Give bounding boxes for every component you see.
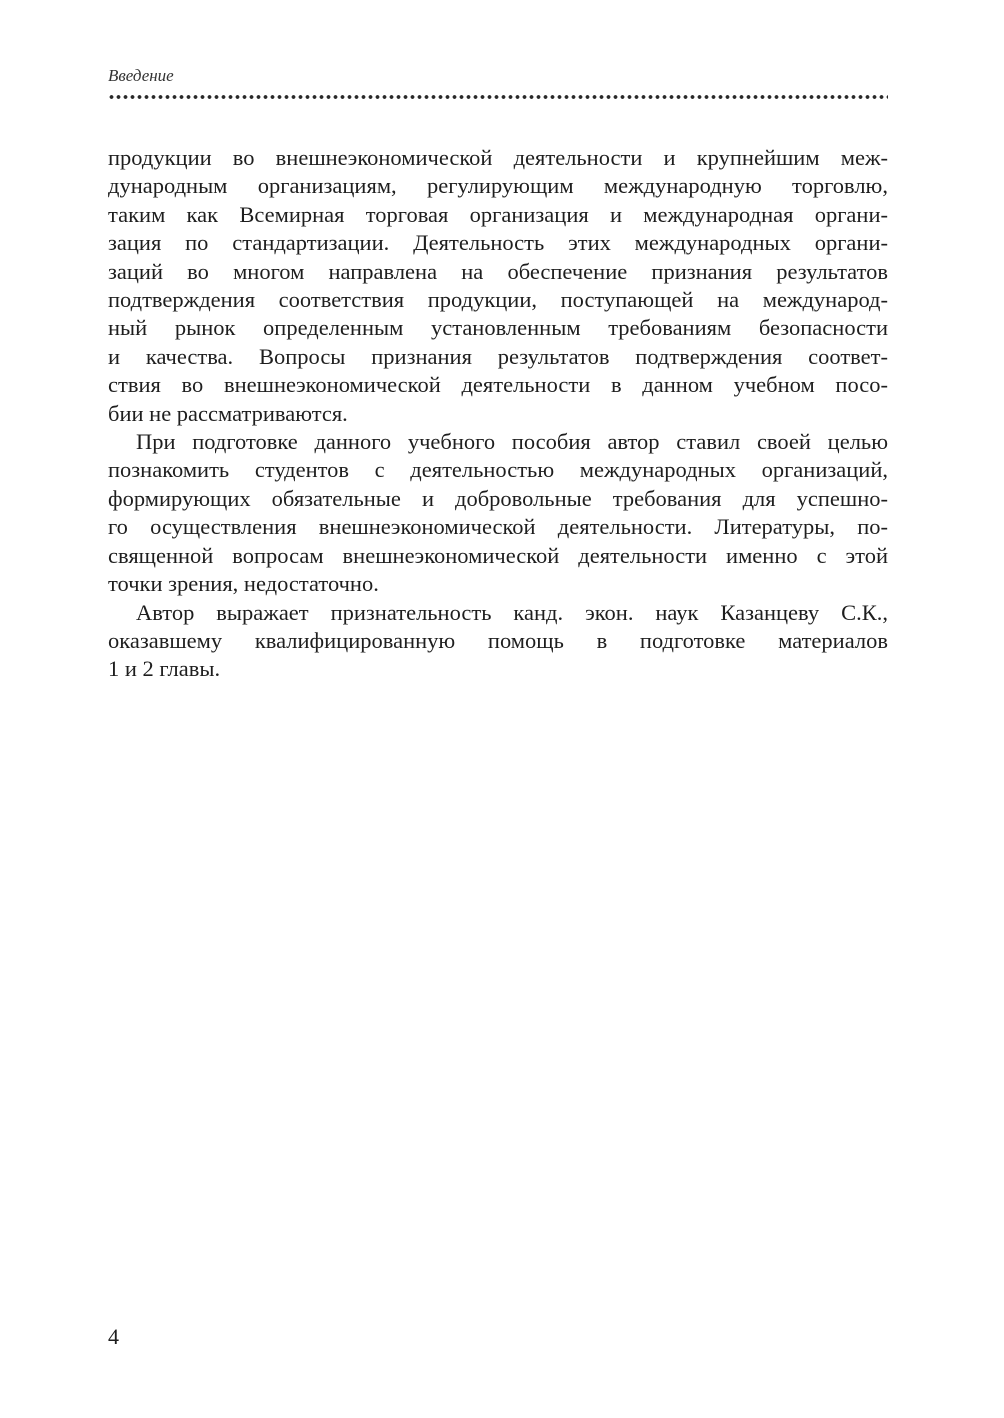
text-line: продукции во внешнеэкономической деятельности и крупнейшим меж- xyxy=(108,145,888,170)
text-line: подтверждения соответствия продукции, поступающей на международ- xyxy=(108,287,888,313)
paragraph-3 xyxy=(108,599,888,684)
text-line: точки зрения, недостаточно. xyxy=(108,571,379,597)
text-line: оказавшему квалифицированную помощь в подготовке материалов xyxy=(108,627,888,653)
running-head-title: Введение xyxy=(108,66,174,85)
text-line: го осуществления внешнеэкономической деятельности. Литературы, по- xyxy=(108,514,888,540)
text-line: и качества. Вопросы признания результатов подтверждения соответ- xyxy=(108,343,888,369)
text-line: познакомить студентов с деятельностью международных организаций, xyxy=(108,457,888,483)
text-line: ный рынок определенным установленным требованиям безопасности xyxy=(108,315,888,341)
text-line: формирующих обязательные и добровольные требования для успешно- xyxy=(108,485,888,511)
dotted-header-rule xyxy=(108,94,888,100)
text-line: заций во многом направлена на обеспечение признания результатов xyxy=(108,258,888,284)
text-line: При подготовке данного учебного пособия автор ставил своей целью xyxy=(136,429,888,455)
paragraph-2 xyxy=(108,428,888,598)
text-line: священной вопросам внешнеэкономической деятельности именно с этой xyxy=(108,542,888,568)
text-line: таким как Всемирная торговая организация и международная органи- xyxy=(108,201,888,227)
paragraph-1 xyxy=(108,144,888,428)
text-line: зация по стандартизации. Деятельность этих международных органи- xyxy=(108,230,888,256)
text-line: ствия во внешнеэкономической деятельности в данном учебном посо- xyxy=(108,372,888,398)
text-line: бии не рассматриваются. xyxy=(108,400,348,426)
page-number: 4 xyxy=(108,1324,119,1349)
body-text xyxy=(108,144,888,684)
text-line: 1 и 2 главы. xyxy=(108,656,221,682)
text-line: Автор выражает признательность канд. экон. наук Казанцеву С.К., xyxy=(136,599,888,625)
text-line: дународным организациям, регулирующим международную торговлю, xyxy=(108,173,888,199)
